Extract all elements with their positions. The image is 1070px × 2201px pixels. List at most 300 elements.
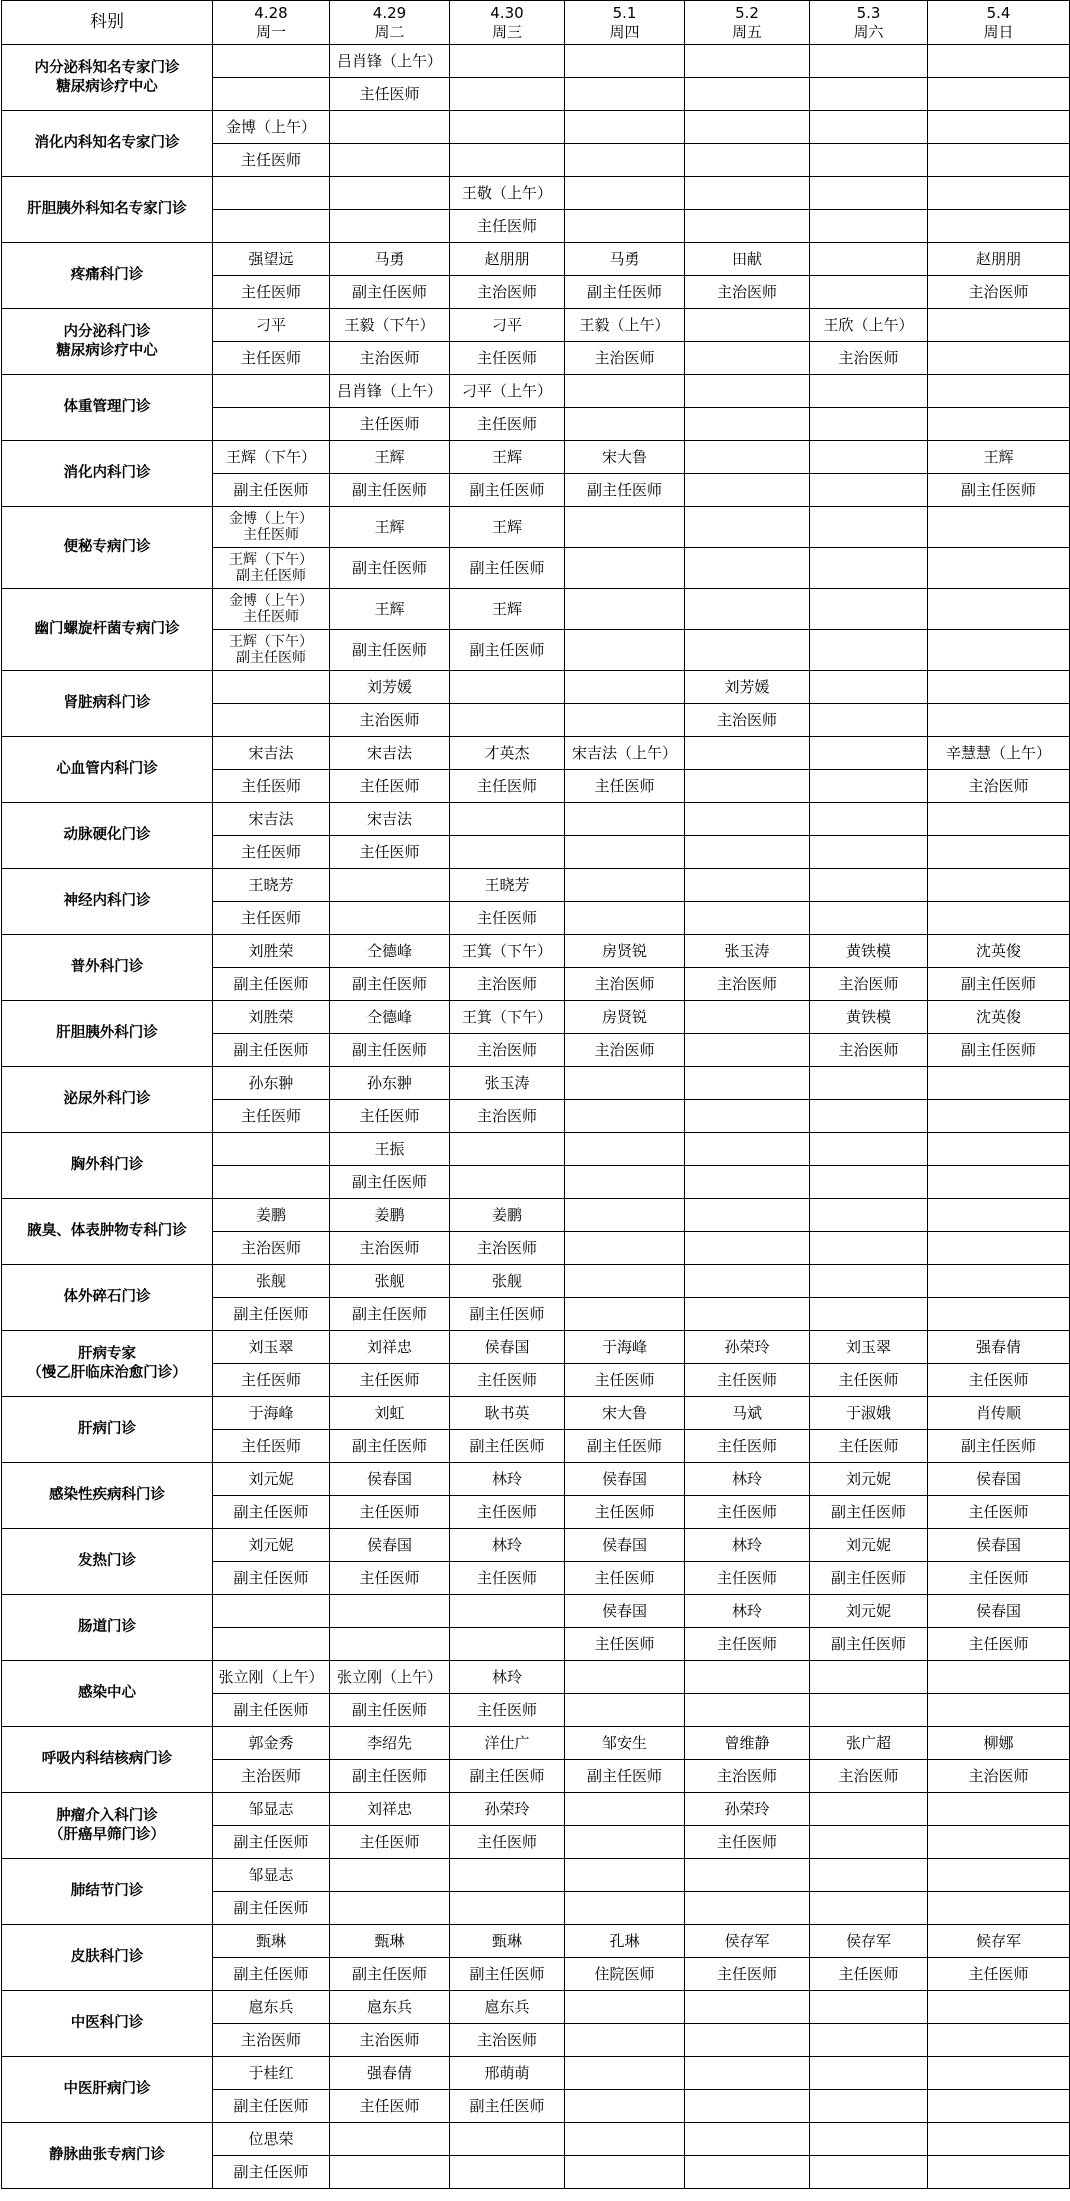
doctor-title-cell: 副主任医师 bbox=[330, 968, 450, 1001]
doctor-title-cell bbox=[810, 408, 928, 441]
doctor-name-cell: 郭金秀 bbox=[213, 1727, 330, 1760]
doctor-name-cell: 赵朋朋 bbox=[928, 243, 1070, 276]
day-date: 4.29 bbox=[372, 3, 407, 22]
doctor-title-cell: 主治医师 bbox=[450, 1100, 565, 1133]
doctor-title-cell bbox=[928, 342, 1070, 375]
doctor-title-cell: 主任医师 bbox=[565, 1562, 685, 1595]
doctor-title-cell: 主任医师 bbox=[213, 276, 330, 309]
doctor-name-cell bbox=[565, 671, 685, 704]
day-date: 4.30 bbox=[490, 3, 524, 22]
doctor-name-cell: 金博（上午） 主任医师 bbox=[213, 507, 330, 548]
doctor-name-cell bbox=[450, 671, 565, 704]
doctor-name-cell: 王辉 bbox=[330, 589, 450, 630]
doctor-title-cell: 主任医师 bbox=[450, 1562, 565, 1595]
doctor-title-cell: 主任医师 bbox=[213, 770, 330, 803]
doctor-title-cell bbox=[810, 630, 928, 671]
doctor-name-cell bbox=[213, 375, 330, 408]
doctor-title-cell bbox=[928, 1298, 1070, 1331]
doctor-title-cell bbox=[330, 144, 450, 177]
doctor-name-cell bbox=[810, 177, 928, 210]
doctor-title-cell bbox=[928, 78, 1070, 111]
doctor-title-cell bbox=[928, 1100, 1070, 1133]
doctor-name-cell bbox=[685, 1199, 810, 1232]
doctor-name-cell: 王辉 bbox=[330, 441, 450, 474]
doctor-title-cell bbox=[213, 78, 330, 111]
doctor-title-cell: 主治医师 bbox=[330, 704, 450, 737]
doctor-name-cell: 宋吉法（上午） bbox=[565, 737, 685, 770]
table-row bbox=[2, 111, 1070, 144]
doctor-title-cell: 主治医师 bbox=[928, 770, 1070, 803]
doctor-title-cell: 主任医师 bbox=[450, 770, 565, 803]
doctor-name-cell bbox=[565, 869, 685, 902]
doctor-name-cell: 宋吉法 bbox=[213, 737, 330, 770]
doctor-name-cell: 张舰 bbox=[213, 1265, 330, 1298]
doctor-name-cell: 于海峰 bbox=[565, 1331, 685, 1364]
doctor-title-cell: 主治医师 bbox=[810, 1760, 928, 1793]
doctor-name-cell bbox=[685, 1859, 810, 1892]
doctor-name-cell: 刘玉翠 bbox=[213, 1331, 330, 1364]
table-row bbox=[2, 1001, 1070, 1034]
doctor-title-cell bbox=[213, 704, 330, 737]
doctor-title-cell: 主任医师 bbox=[213, 902, 330, 935]
doctor-title-cell bbox=[928, 1826, 1070, 1859]
doctor-name-cell: 孙东翀 bbox=[213, 1067, 330, 1100]
doctor-name-cell bbox=[213, 177, 330, 210]
doctor-title-cell bbox=[565, 1892, 685, 1925]
doctor-name-cell: 耿书英 bbox=[450, 1397, 565, 1430]
department-name: 胸外科门诊 bbox=[2, 1133, 213, 1199]
doctor-name-cell bbox=[565, 375, 685, 408]
department-name: 肝胆胰外科知名专家门诊 bbox=[2, 177, 213, 243]
doctor-name-cell bbox=[810, 243, 928, 276]
table-row bbox=[2, 1067, 1070, 1100]
doctor-name-cell: 扈东兵 bbox=[213, 1991, 330, 2024]
doctor-name-cell bbox=[685, 2123, 810, 2156]
department-name: 体重管理门诊 bbox=[2, 375, 213, 441]
doctor-title-cell bbox=[565, 1298, 685, 1331]
table-row bbox=[2, 2123, 1070, 2156]
doctor-name-cell: 王辉 bbox=[450, 441, 565, 474]
day-column-header bbox=[685, 1, 810, 45]
doctor-title-cell: 主治医师 bbox=[565, 1034, 685, 1067]
doctor-name-cell bbox=[810, 375, 928, 408]
doctor-title-cell: 副主任医师 bbox=[810, 1562, 928, 1595]
table-row bbox=[2, 1463, 1070, 1496]
doctor-name-cell: 宋吉法 bbox=[330, 737, 450, 770]
table-row bbox=[2, 1793, 1070, 1826]
doctor-name-cell: 辛慧慧（上午） bbox=[928, 737, 1070, 770]
department-name: 感染性疾病科门诊 bbox=[2, 1463, 213, 1529]
doctor-title-cell bbox=[810, 1892, 928, 1925]
doctor-title-cell: 主任医师 bbox=[928, 1628, 1070, 1661]
doctor-title-cell: 主任医师 bbox=[213, 1100, 330, 1133]
doctor-name-cell: 姜鹏 bbox=[330, 1199, 450, 1232]
day-weekday: 周五 bbox=[731, 22, 762, 41]
doctor-name-cell bbox=[330, 177, 450, 210]
doctor-name-cell: 张广超 bbox=[810, 1727, 928, 1760]
doctor-name-cell bbox=[928, 869, 1070, 902]
doctor-name-cell: 侯春国 bbox=[330, 1463, 450, 1496]
doctor-name-cell bbox=[928, 1199, 1070, 1232]
doctor-title-cell: 主任医师 bbox=[810, 1364, 928, 1397]
doctor-title-cell: 主任医师 bbox=[685, 1958, 810, 1991]
doctor-name-cell: 宋大鲁 bbox=[565, 1397, 685, 1430]
doctor-title-cell: 主治医师 bbox=[685, 968, 810, 1001]
doctor-name-cell bbox=[928, 309, 1070, 342]
department-name: 体外碎石门诊 bbox=[2, 1265, 213, 1331]
doctor-title-cell bbox=[685, 210, 810, 243]
doctor-title-cell bbox=[450, 836, 565, 869]
day-column-header bbox=[928, 1, 1070, 45]
doctor-name-cell: 侯春国 bbox=[450, 1331, 565, 1364]
doctor-name-cell bbox=[565, 1133, 685, 1166]
doctor-name-cell: 李绍先 bbox=[330, 1727, 450, 1760]
doctor-title-cell: 主任医师 bbox=[928, 1364, 1070, 1397]
doctor-name-cell bbox=[928, 1859, 1070, 1892]
doctor-name-cell: 张立刚（上午） bbox=[213, 1661, 330, 1694]
doctor-title-cell bbox=[450, 144, 565, 177]
doctor-name-cell bbox=[565, 1067, 685, 1100]
doctor-name-cell bbox=[450, 1859, 565, 1892]
doctor-title-cell: 副主任医师 bbox=[330, 1298, 450, 1331]
doctor-title-cell: 主任医师 bbox=[565, 1496, 685, 1529]
department-name: 中医肝病门诊 bbox=[2, 2057, 213, 2123]
doctor-name-cell: 王箕（下午） bbox=[450, 1001, 565, 1034]
doctor-name-cell: 宋吉法 bbox=[330, 803, 450, 836]
doctor-title-cell: 副主任医师 bbox=[330, 474, 450, 507]
doctor-title-cell: 主任医师 bbox=[685, 1364, 810, 1397]
doctor-title-cell bbox=[810, 770, 928, 803]
doctor-name-cell: 沈英俊 bbox=[928, 1001, 1070, 1034]
doctor-title-cell: 副主任医师 bbox=[450, 630, 565, 671]
doctor-name-cell bbox=[810, 1199, 928, 1232]
doctor-title-cell bbox=[213, 210, 330, 243]
day-weekday: 周三 bbox=[491, 22, 522, 41]
doctor-name-cell: 林玲 bbox=[450, 1529, 565, 1562]
doctor-title-cell: 副主任医师 bbox=[928, 1034, 1070, 1067]
table-row bbox=[2, 1661, 1070, 1694]
doctor-name-cell bbox=[213, 1133, 330, 1166]
doctor-title-cell: 主任医师 bbox=[330, 836, 450, 869]
doctor-name-cell bbox=[810, 111, 928, 144]
doctor-title-cell: 主治医师 bbox=[330, 342, 450, 375]
doctor-title-cell: 主治医师 bbox=[450, 276, 565, 309]
doctor-title-cell bbox=[685, 1100, 810, 1133]
doctor-title-cell: 主任医师 bbox=[928, 1958, 1070, 1991]
doctor-title-cell bbox=[810, 1826, 928, 1859]
department-name: 肿瘤介入科门诊 （肝癌早筛门诊） bbox=[2, 1793, 213, 1859]
department-name: 肝病专家 （慢乙肝临床治愈门诊） bbox=[2, 1331, 213, 1397]
doctor-title-cell: 副主任医师 bbox=[928, 474, 1070, 507]
doctor-title-cell: 主治医师 bbox=[565, 342, 685, 375]
doctor-name-cell bbox=[685, 507, 810, 548]
doctor-title-cell bbox=[928, 144, 1070, 177]
doctor-name-cell bbox=[565, 507, 685, 548]
doctor-title-cell: 副主任医师 bbox=[330, 1760, 450, 1793]
doctor-name-cell: 林玲 bbox=[685, 1463, 810, 1496]
doctor-title-cell bbox=[810, 1100, 928, 1133]
doctor-title-cell: 主任医师 bbox=[450, 1364, 565, 1397]
doctor-name-cell: 宋吉法 bbox=[213, 803, 330, 836]
doctor-title-cell: 主治医师 bbox=[565, 968, 685, 1001]
doctor-name-cell: 刁平 bbox=[213, 309, 330, 342]
doctor-title-cell: 副主任医师 bbox=[213, 968, 330, 1001]
doctor-title-cell: 主治医师 bbox=[213, 1232, 330, 1265]
doctor-name-cell bbox=[450, 1133, 565, 1166]
doctor-name-cell bbox=[685, 177, 810, 210]
doctor-title-cell: 主治医师 bbox=[213, 1760, 330, 1793]
doctor-title-cell: 主治医师 bbox=[685, 276, 810, 309]
department-name: 消化内科门诊 bbox=[2, 441, 213, 507]
doctor-name-cell bbox=[928, 1991, 1070, 2024]
doctor-title-cell bbox=[685, 78, 810, 111]
doctor-name-cell bbox=[928, 589, 1070, 630]
doctor-title-cell bbox=[810, 78, 928, 111]
department-name: 肠道门诊 bbox=[2, 1595, 213, 1661]
doctor-name-cell bbox=[450, 45, 565, 78]
doctor-name-cell bbox=[810, 803, 928, 836]
doctor-name-cell bbox=[685, 803, 810, 836]
doctor-name-cell bbox=[810, 869, 928, 902]
doctor-title-cell: 主任医师 bbox=[330, 1496, 450, 1529]
doctor-name-cell: 宋大鲁 bbox=[565, 441, 685, 474]
doctor-name-cell bbox=[685, 441, 810, 474]
doctor-title-cell bbox=[213, 1166, 330, 1199]
doctor-title-cell bbox=[565, 1694, 685, 1727]
doctor-title-cell: 副主任医师 bbox=[330, 1430, 450, 1463]
doctor-name-cell: 刘玉翠 bbox=[810, 1331, 928, 1364]
department-name: 内分泌科知名专家门诊 糖尿病诊疗中心 bbox=[2, 45, 213, 111]
department-name: 肝胆胰外科门诊 bbox=[2, 1001, 213, 1067]
doctor-name-cell: 扈东兵 bbox=[330, 1991, 450, 2024]
doctor-name-cell bbox=[565, 1859, 685, 1892]
doctor-title-cell bbox=[565, 902, 685, 935]
table-row bbox=[2, 671, 1070, 704]
doctor-title-cell: 主任医师 bbox=[330, 770, 450, 803]
doctor-name-cell: 刘元妮 bbox=[810, 1463, 928, 1496]
doctor-name-cell: 洋仕广 bbox=[450, 1727, 565, 1760]
doctor-title-cell: 副主任医师 bbox=[450, 548, 565, 589]
table-row bbox=[2, 1265, 1070, 1298]
doctor-title-cell bbox=[213, 408, 330, 441]
doctor-title-cell: 主治医师 bbox=[450, 2024, 565, 2057]
table-row bbox=[2, 1199, 1070, 1232]
day-date: 4.28 bbox=[254, 3, 288, 22]
doctor-name-cell: 侯春国 bbox=[565, 1529, 685, 1562]
doctor-title-cell bbox=[810, 836, 928, 869]
doctor-name-cell: 黄铁模 bbox=[810, 935, 928, 968]
doctor-name-cell bbox=[928, 1265, 1070, 1298]
doctor-name-cell: 侯春国 bbox=[928, 1529, 1070, 1562]
table-row bbox=[2, 1595, 1070, 1628]
doctor-name-cell: 刘芳媛 bbox=[330, 671, 450, 704]
doctor-name-cell bbox=[810, 1793, 928, 1826]
doctor-name-cell bbox=[685, 1265, 810, 1298]
doctor-name-cell bbox=[810, 1067, 928, 1100]
doctor-name-cell: 强春倩 bbox=[928, 1331, 1070, 1364]
department-name: 消化内科知名专家门诊 bbox=[2, 111, 213, 177]
doctor-name-cell: 邹显志 bbox=[213, 1793, 330, 1826]
doctor-title-cell: 副主任医师 bbox=[213, 1826, 330, 1859]
day-weekday: 周六 bbox=[853, 22, 884, 41]
doctor-title-cell bbox=[565, 704, 685, 737]
doctor-title-cell bbox=[565, 2090, 685, 2123]
doctor-name-cell bbox=[565, 1199, 685, 1232]
department-name: 感染中心 bbox=[2, 1661, 213, 1727]
doctor-name-cell: 房贤锐 bbox=[565, 1001, 685, 1034]
doctor-title-cell bbox=[565, 630, 685, 671]
doctor-title-cell bbox=[450, 78, 565, 111]
doctor-name-cell: 王辉 bbox=[330, 507, 450, 548]
doctor-title-cell: 副主任医师 bbox=[330, 630, 450, 671]
doctor-title-cell bbox=[810, 276, 928, 309]
doctor-title-cell: 主任医师 bbox=[928, 1562, 1070, 1595]
table-row bbox=[2, 1859, 1070, 1892]
doctor-title-cell bbox=[928, 210, 1070, 243]
doctor-name-cell bbox=[450, 2123, 565, 2156]
doctor-title-cell: 主任医师 bbox=[330, 1364, 450, 1397]
doctor-name-cell: 于桂红 bbox=[213, 2057, 330, 2090]
table-row bbox=[2, 309, 1070, 342]
doctor-title-cell: 副主任医师 bbox=[565, 276, 685, 309]
doctor-name-cell bbox=[213, 45, 330, 78]
doctor-name-cell bbox=[685, 589, 810, 630]
table-row bbox=[2, 737, 1070, 770]
doctor-title-cell bbox=[565, 78, 685, 111]
table-row bbox=[2, 441, 1070, 474]
doctor-title-cell: 主治医师 bbox=[330, 2024, 450, 2057]
doctor-name-cell: 于海峰 bbox=[213, 1397, 330, 1430]
doctor-name-cell bbox=[810, 589, 928, 630]
doctor-name-cell bbox=[565, 1991, 685, 2024]
doctor-title-cell bbox=[928, 836, 1070, 869]
doctor-name-cell bbox=[565, 803, 685, 836]
doctor-title-cell bbox=[810, 548, 928, 589]
doctor-name-cell bbox=[685, 1661, 810, 1694]
doctor-name-cell: 刘元妮 bbox=[810, 1529, 928, 1562]
doctor-title-cell: 王辉（下午） 副主任医师 bbox=[213, 630, 330, 671]
doctor-name-cell: 曾维静 bbox=[685, 1727, 810, 1760]
doctor-name-cell bbox=[928, 111, 1070, 144]
table-row bbox=[2, 1397, 1070, 1430]
doctor-title-cell bbox=[810, 902, 928, 935]
doctor-name-cell: 金博（上午） 主任医师 bbox=[213, 589, 330, 630]
department-name: 幽门螺旋杆菌专病门诊 bbox=[2, 589, 213, 671]
doctor-title-cell bbox=[450, 704, 565, 737]
doctor-title-cell: 主任医师 bbox=[450, 1694, 565, 1727]
doctor-title-cell bbox=[928, 902, 1070, 935]
doctor-title-cell: 主治医师 bbox=[810, 968, 928, 1001]
doctor-title-cell bbox=[928, 1694, 1070, 1727]
schedule-table bbox=[1, 0, 1070, 2189]
department-name: 肝病门诊 bbox=[2, 1397, 213, 1463]
day-date: 5.4 bbox=[986, 3, 1011, 22]
doctor-name-cell bbox=[810, 1133, 928, 1166]
doctor-title-cell bbox=[565, 2024, 685, 2057]
doctor-title-cell bbox=[685, 2090, 810, 2123]
day-column-header bbox=[330, 1, 450, 45]
doctor-title-cell: 主任医师 bbox=[685, 1430, 810, 1463]
doctor-title-cell: 主任医师 bbox=[450, 210, 565, 243]
day-date: 5.3 bbox=[856, 3, 881, 22]
doctor-name-cell: 王箕（下午） bbox=[450, 935, 565, 968]
doctor-name-cell: 刘祥忠 bbox=[330, 1331, 450, 1364]
doctor-title-cell: 主治医师 bbox=[810, 1034, 928, 1067]
doctor-name-cell: 张玉涛 bbox=[450, 1067, 565, 1100]
doctor-title-cell: 主任医师 bbox=[685, 1496, 810, 1529]
doctor-name-cell bbox=[685, 2057, 810, 2090]
table-row bbox=[2, 1925, 1070, 1958]
table-row bbox=[2, 243, 1070, 276]
doctor-name-cell: 姜鹏 bbox=[213, 1199, 330, 1232]
doctor-title-cell: 主治医师 bbox=[928, 1760, 1070, 1793]
doctor-name-cell: 王晓芳 bbox=[213, 869, 330, 902]
doctor-name-cell: 孔琳 bbox=[565, 1925, 685, 1958]
doctor-name-cell: 张舰 bbox=[450, 1265, 565, 1298]
table-row bbox=[2, 2057, 1070, 2090]
doctor-title-cell: 副主任医师 bbox=[330, 276, 450, 309]
doctor-name-cell: 侯春国 bbox=[330, 1529, 450, 1562]
doctor-name-cell bbox=[928, 2057, 1070, 2090]
day-column-header bbox=[213, 1, 330, 45]
department-name: 腋臭、体表肿物专科门诊 bbox=[2, 1199, 213, 1265]
doctor-name-cell bbox=[810, 1991, 928, 2024]
doctor-name-cell: 张玉涛 bbox=[685, 935, 810, 968]
doctor-title-cell: 副主任医师 bbox=[450, 1760, 565, 1793]
doctor-title-cell bbox=[565, 1826, 685, 1859]
doctor-name-cell: 位思荣 bbox=[213, 2123, 330, 2156]
doctor-name-cell: 甄琳 bbox=[330, 1925, 450, 1958]
schedule-header bbox=[2, 1, 1070, 45]
doctor-title-cell: 主任医师 bbox=[685, 1628, 810, 1661]
doctor-title-cell: 主治医师 bbox=[928, 276, 1070, 309]
doctor-name-cell bbox=[565, 589, 685, 630]
doctor-title-cell bbox=[565, 210, 685, 243]
doctor-name-cell bbox=[685, 737, 810, 770]
department-name: 泌尿外科门诊 bbox=[2, 1067, 213, 1133]
doctor-title-cell: 主治医师 bbox=[685, 1760, 810, 1793]
doctor-title-cell bbox=[685, 342, 810, 375]
doctor-name-cell: 甄琳 bbox=[450, 1925, 565, 1958]
doctor-title-cell bbox=[685, 2156, 810, 2189]
doctor-title-cell: 副主任医师 bbox=[213, 474, 330, 507]
doctor-title-cell bbox=[685, 1034, 810, 1067]
doctor-name-cell: 吕肖锋（上午） bbox=[330, 375, 450, 408]
doctor-name-cell bbox=[810, 1265, 928, 1298]
doctor-title-cell: 主任医师 bbox=[330, 1826, 450, 1859]
doctor-name-cell: 孙荣玲 bbox=[685, 1793, 810, 1826]
doctor-name-cell bbox=[565, 177, 685, 210]
doctor-title-cell: 主任医师 bbox=[565, 1364, 685, 1397]
doctor-title-cell: 主任医师 bbox=[810, 1958, 928, 1991]
doctor-name-cell bbox=[810, 2123, 928, 2156]
table-row bbox=[2, 803, 1070, 836]
table-row bbox=[2, 935, 1070, 968]
doctor-title-cell: 副主任医师 bbox=[213, 2156, 330, 2189]
doctor-title-cell bbox=[450, 1166, 565, 1199]
doctor-name-cell bbox=[565, 111, 685, 144]
department-name: 皮肤科门诊 bbox=[2, 1925, 213, 1991]
day-date: 5.1 bbox=[612, 3, 637, 22]
doctor-name-cell: 侯春国 bbox=[565, 1463, 685, 1496]
doctor-name-cell bbox=[685, 869, 810, 902]
doctor-title-cell: 主任医师 bbox=[213, 836, 330, 869]
doctor-title-cell bbox=[330, 1892, 450, 1925]
doctor-title-cell: 副主任医师 bbox=[450, 2090, 565, 2123]
doctor-title-cell: 副主任医师 bbox=[330, 1958, 450, 1991]
doctor-title-cell: 主任医师 bbox=[565, 1628, 685, 1661]
doctor-title-cell: 副主任医师 bbox=[330, 548, 450, 589]
